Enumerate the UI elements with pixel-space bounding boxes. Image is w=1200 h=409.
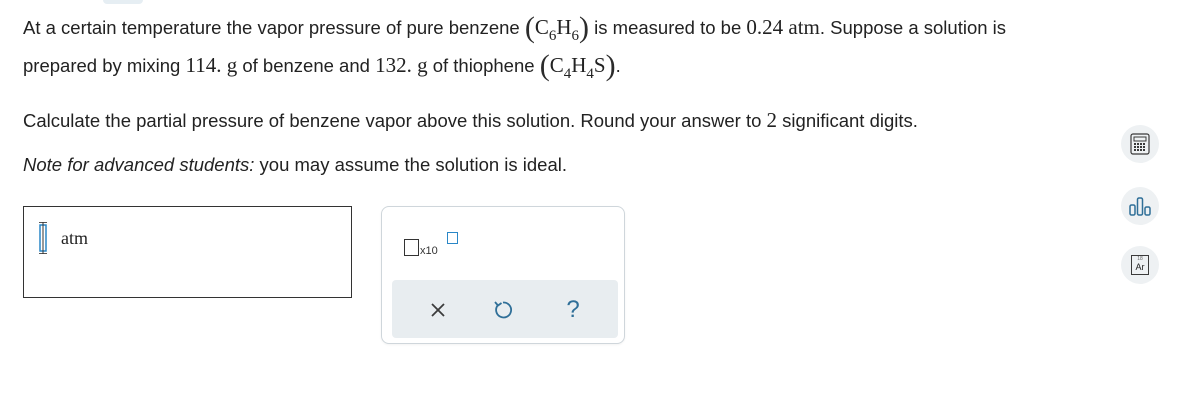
problem-text: of benzene and bbox=[237, 55, 376, 76]
exponent-box bbox=[447, 232, 458, 244]
note-label: Note for advanced students: bbox=[23, 154, 255, 175]
scientific-notation-button[interactable] bbox=[404, 227, 460, 261]
keypad-action-bar bbox=[392, 280, 618, 338]
data-button[interactable] bbox=[1121, 187, 1159, 225]
close-paren: ) bbox=[605, 49, 616, 82]
note-line bbox=[23, 154, 567, 176]
instruction-text: significant digits. bbox=[777, 110, 918, 131]
open-paren: ( bbox=[539, 49, 550, 82]
problem-text: prepared by mixing bbox=[23, 55, 186, 76]
problem-text: is measured to be bbox=[589, 17, 747, 38]
note-text: you may assume the solution is ideal. bbox=[254, 154, 568, 175]
help-button[interactable] bbox=[560, 297, 586, 323]
open-paren: ( bbox=[524, 11, 535, 44]
instruction-line bbox=[23, 108, 918, 133]
answer-input[interactable] bbox=[23, 206, 352, 298]
help-icon: ? bbox=[566, 296, 580, 323]
close-icon bbox=[430, 302, 446, 318]
close-paren: ) bbox=[579, 11, 590, 44]
text-cursor-icon bbox=[36, 221, 50, 255]
problem-text: . bbox=[615, 55, 621, 76]
thiophene-mass: 132. g bbox=[375, 53, 428, 77]
undo-icon bbox=[492, 299, 514, 321]
instruction-text: Calculate the partial pressure of benzene vapor above this solution. Round your answer to bbox=[23, 110, 767, 131]
math-keypad bbox=[381, 206, 625, 344]
mantissa-box bbox=[404, 239, 419, 256]
periodic-table-icon bbox=[1131, 255, 1149, 275]
element-symbol: Ar bbox=[1135, 262, 1145, 272]
clear-button[interactable] bbox=[425, 297, 451, 323]
problem-line-1 bbox=[23, 8, 1006, 42]
x10-label: x10 bbox=[420, 245, 438, 257]
atomic-number: 18 bbox=[1137, 256, 1143, 262]
thiophene-formula: $C_4H_4S$ bbox=[549, 53, 606, 82]
problem-text: At a certain temperature the vapor pressure of pure benzene bbox=[23, 17, 525, 38]
undo-button[interactable] bbox=[490, 297, 516, 323]
answer-unit: atm bbox=[61, 228, 88, 248]
calculator-button[interactable] bbox=[1121, 125, 1159, 163]
top-tab-indicator bbox=[103, 0, 143, 4]
problem-text: of thiophene bbox=[427, 55, 540, 76]
vapor-pressure-value: 0.24 atm bbox=[746, 15, 820, 39]
periodic-table-button[interactable] bbox=[1121, 246, 1159, 284]
problem-line-2 bbox=[23, 46, 621, 80]
significant-digits-value: 2 bbox=[766, 108, 778, 132]
calculator-icon bbox=[1130, 133, 1150, 155]
benzene-formula: $C_6H_6$ bbox=[534, 15, 580, 44]
problem-text: . Suppose a solution is bbox=[819, 17, 1007, 38]
benzene-mass: 114. g bbox=[185, 53, 238, 77]
bar-chart-icon bbox=[1128, 196, 1152, 216]
